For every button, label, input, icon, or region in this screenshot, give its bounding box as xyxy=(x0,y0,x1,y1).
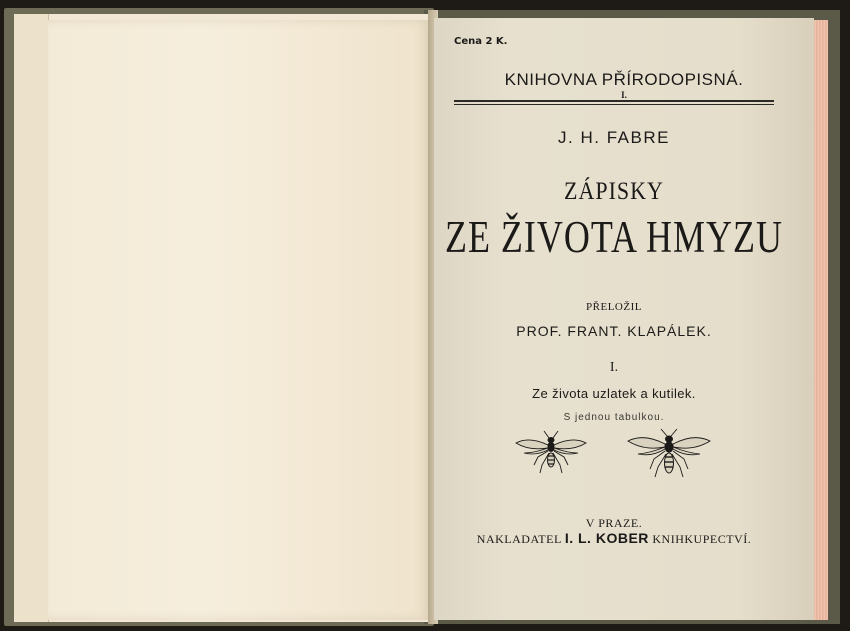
wasp-illustration xyxy=(504,423,724,493)
volume-number: I. xyxy=(609,360,619,375)
publisher-prefix: NAKLADATEL xyxy=(476,532,562,546)
publication-place: V PRAZE. xyxy=(585,516,643,530)
series-title: KNIHOVNA PŘÍRODOPISNÁ. xyxy=(504,70,744,89)
translated-by-label: PŘELOŽIL xyxy=(586,301,642,313)
wasp-icon xyxy=(628,429,710,477)
blank-endpaper-sheet xyxy=(48,20,430,620)
book-title-line1: ZÁPISKY xyxy=(564,176,664,205)
translator-name: PROF. FRANT. KLAPÁLEK. xyxy=(516,323,712,339)
publisher-suffix: KNIHKUPECTVÍ. xyxy=(652,532,752,546)
wasp-icon xyxy=(516,431,586,473)
volume-subtitle: Ze života uzlatek a kutilek. xyxy=(532,386,696,401)
publisher-line xyxy=(424,530,804,547)
series-number: I. xyxy=(621,90,627,100)
endpaper-hinge xyxy=(14,14,49,622)
title-page xyxy=(434,18,814,620)
plate-note: S jednou tabulkou. xyxy=(563,412,665,423)
page-edges xyxy=(814,20,828,620)
publisher-name: I. L. KOBER xyxy=(564,530,649,546)
double-rule-top xyxy=(454,100,774,102)
price-label: Cena 2 K. xyxy=(454,36,508,47)
author-name: J. H. FABRE xyxy=(558,128,670,147)
double-rule-bottom xyxy=(454,104,774,105)
left-endpaper xyxy=(14,14,432,622)
book-title-line2: ZE ŽIVOTA HMYZU xyxy=(444,212,784,262)
